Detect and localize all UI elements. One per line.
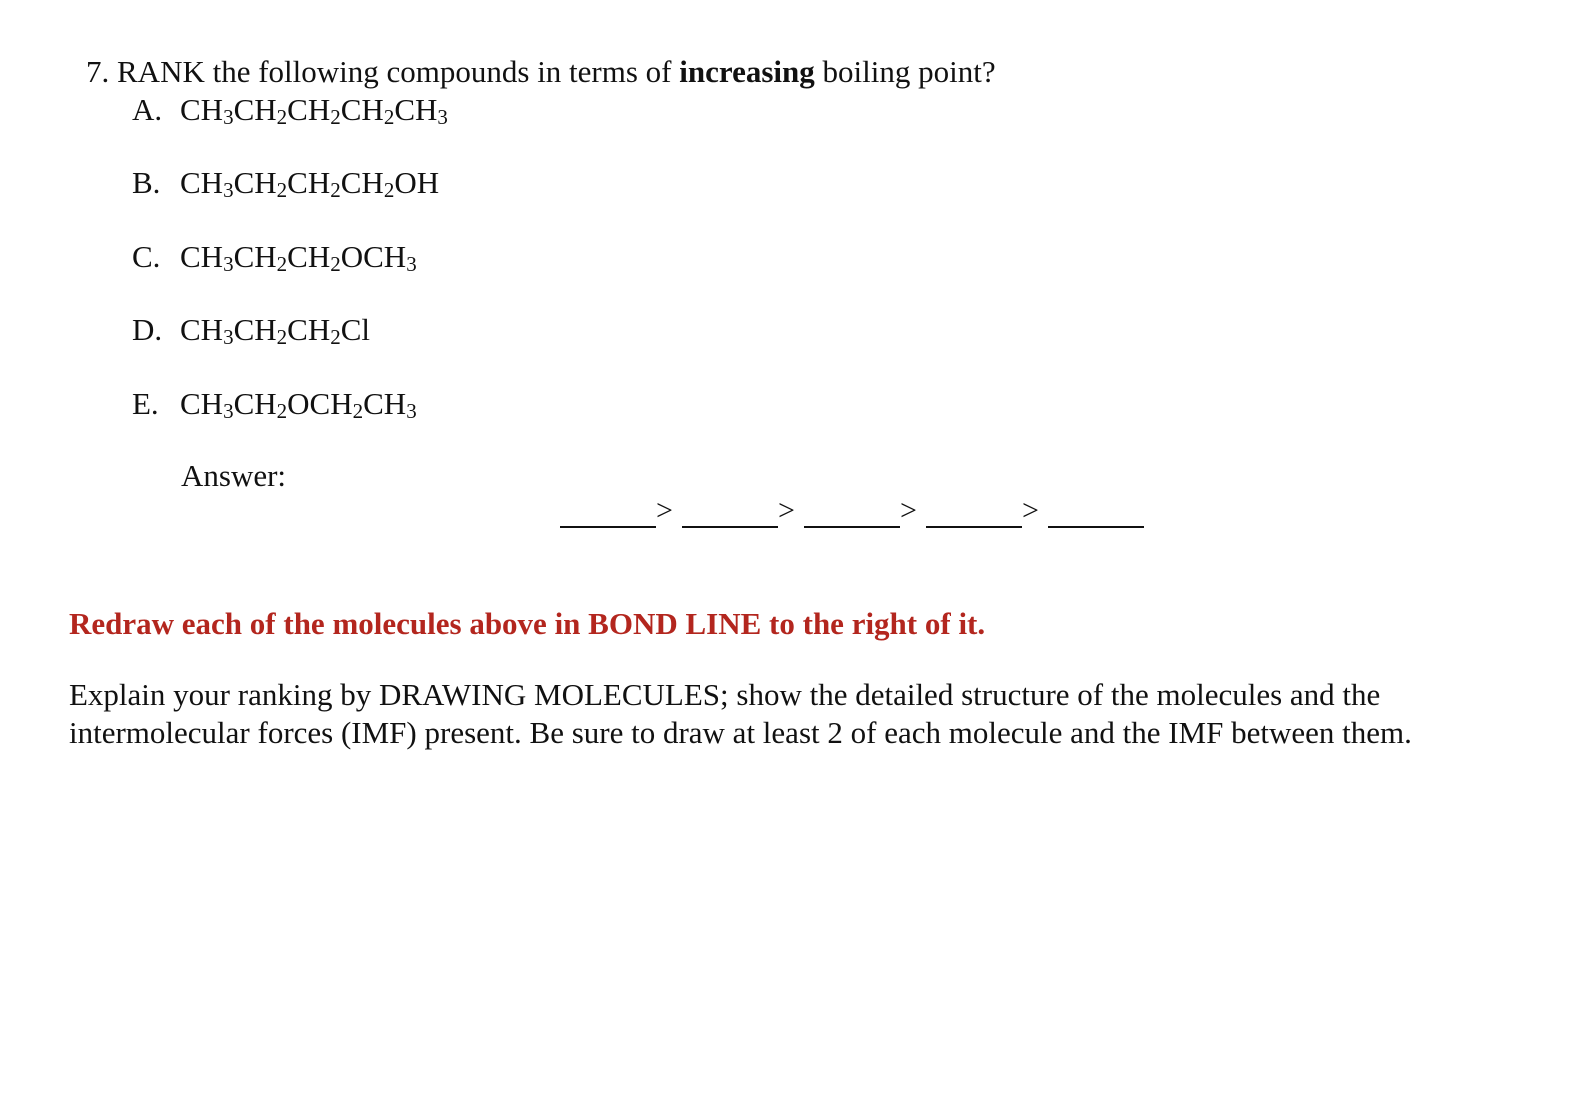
formula-subscript: 2 bbox=[383, 105, 395, 129]
explanation-line-1: Explain your ranking by DRAWING MOLECULES; show the detailed structure of the molecules and the bbox=[69, 677, 1381, 712]
formula-group: CH bbox=[233, 165, 277, 200]
greater-than-sign: > bbox=[900, 494, 917, 527]
formula-group: CH bbox=[287, 239, 331, 274]
formula-group: CH bbox=[180, 239, 224, 274]
formula-group: CH bbox=[180, 312, 224, 347]
question-text bbox=[86, 52, 996, 92]
option-letter: C. bbox=[132, 239, 161, 274]
formula-group: OCH bbox=[287, 386, 353, 421]
formula-group: CH bbox=[180, 386, 224, 421]
compound-option-a bbox=[132, 90, 448, 130]
ranking-blank-2[interactable] bbox=[682, 526, 778, 528]
explanation-text bbox=[69, 676, 1489, 752]
formula-group: CH bbox=[287, 165, 331, 200]
formula-subscript: 2 bbox=[276, 105, 288, 129]
compound-formula bbox=[180, 92, 448, 127]
formula-group: OH bbox=[394, 165, 440, 200]
question-emphasis: increasing bbox=[679, 54, 815, 89]
formula-subscript: 2 bbox=[383, 178, 395, 202]
option-letter: B. bbox=[132, 165, 161, 200]
formula-group: OCH bbox=[340, 239, 407, 274]
formula-group: CH bbox=[180, 92, 224, 127]
formula-subscript: 3 bbox=[223, 325, 234, 349]
formula-subscript: 3 bbox=[437, 105, 448, 129]
formula-group: CH bbox=[233, 386, 277, 421]
formula-subscript: 2 bbox=[352, 399, 364, 423]
formula-group: CH bbox=[340, 92, 384, 127]
formula-group: CH bbox=[340, 165, 384, 200]
formula-subscript: 3 bbox=[223, 178, 234, 202]
ranking-blanks bbox=[560, 496, 1150, 536]
question-suffix: boiling point? bbox=[814, 54, 996, 89]
formula-subscript: 2 bbox=[276, 399, 288, 423]
option-letter: A. bbox=[132, 92, 163, 127]
question-prefix: 7. RANK the following compounds in terms of bbox=[86, 54, 680, 89]
formula-subscript: 2 bbox=[276, 325, 288, 349]
formula-group: CH bbox=[233, 312, 277, 347]
option-letter: D. bbox=[132, 312, 163, 347]
compound-formula bbox=[180, 239, 417, 274]
ranking-blank-3[interactable] bbox=[804, 526, 900, 528]
formula-group: CH bbox=[233, 92, 277, 127]
formula-subscript: 3 bbox=[223, 252, 234, 276]
formula-group: CH bbox=[394, 92, 438, 127]
formula-group: CH bbox=[363, 386, 407, 421]
formula-subscript: 2 bbox=[330, 252, 341, 276]
formula-group: Cl bbox=[340, 312, 371, 347]
ranking-blank-5[interactable] bbox=[1048, 526, 1144, 528]
formula-subscript: 2 bbox=[330, 325, 341, 349]
ranking-blank-4[interactable] bbox=[926, 526, 1022, 528]
formula-subscript: 2 bbox=[330, 178, 341, 202]
formula-group: CH bbox=[287, 92, 331, 127]
formula-subscript: 3 bbox=[223, 105, 234, 129]
formula-group: CH bbox=[287, 312, 331, 347]
greater-than-sign: > bbox=[1022, 494, 1039, 527]
option-letter: E. bbox=[132, 386, 159, 421]
compound-option-d bbox=[132, 310, 370, 350]
compound-option-c bbox=[132, 237, 417, 277]
ranking-blank-1[interactable] bbox=[560, 526, 656, 528]
bond-line-instruction: Redraw each of the molecules above in BOND LINE to the right of it. bbox=[69, 606, 986, 641]
explanation-line-2: intermolecular forces (IMF) present. Be sure to draw at least 2 of each molecule and the IMF between them. bbox=[69, 715, 1412, 750]
greater-than-sign: > bbox=[656, 494, 673, 527]
formula-subscript: 2 bbox=[330, 105, 341, 129]
compound-formula bbox=[180, 312, 370, 347]
compound-formula bbox=[180, 386, 417, 421]
compound-option-e bbox=[132, 384, 417, 424]
formula-subscript: 2 bbox=[276, 178, 288, 202]
formula-subscript: 3 bbox=[223, 399, 234, 423]
formula-group: CH bbox=[233, 239, 277, 274]
formula-subscript: 2 bbox=[276, 252, 288, 276]
formula-subscript: 3 bbox=[406, 252, 417, 276]
formula-subscript: 3 bbox=[406, 399, 417, 423]
compound-option-b bbox=[132, 163, 439, 203]
formula-group: CH bbox=[180, 165, 224, 200]
greater-than-sign: > bbox=[778, 494, 795, 527]
answer-label: Answer: bbox=[181, 458, 287, 493]
compound-formula bbox=[180, 165, 439, 200]
